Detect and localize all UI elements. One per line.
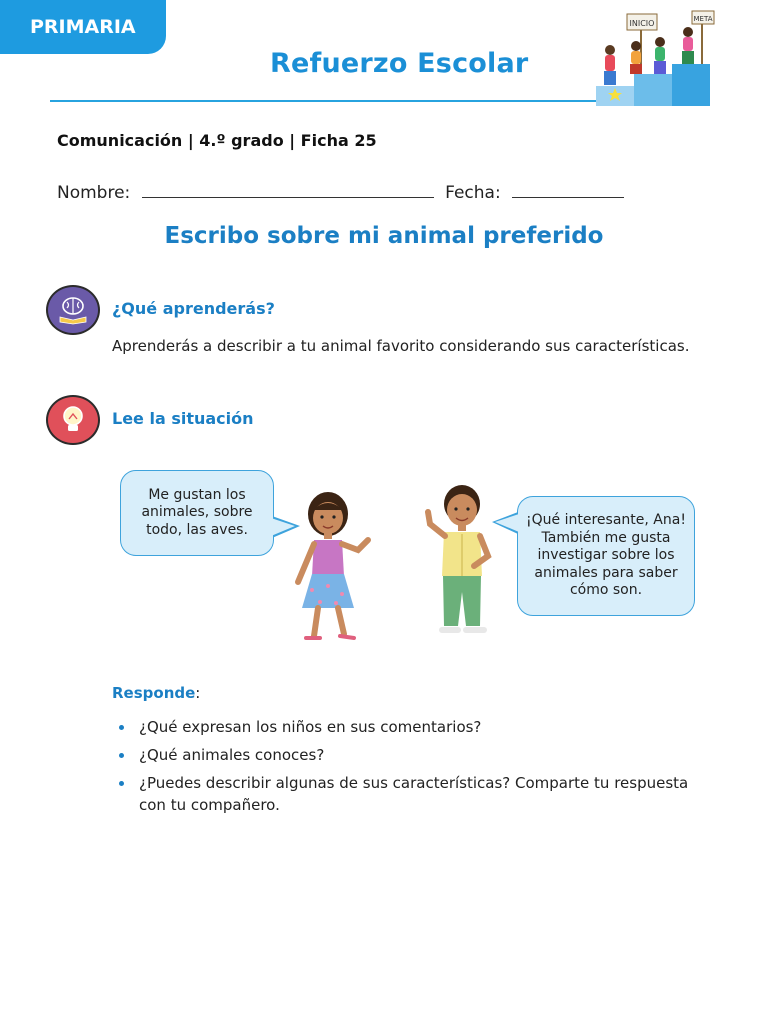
- podium-children-illustration: [596, 8, 716, 106]
- name-date-line: [57, 183, 624, 203]
- header-divider: [50, 100, 650, 102]
- brain-book-icon: [46, 285, 100, 335]
- date-label: Fecha:: [445, 183, 501, 203]
- learn-heading: ¿Qué aprenderás?: [112, 299, 275, 318]
- learn-text: Aprenderás a describir a tu animal favorito considerando sus características.: [112, 337, 690, 355]
- boy-speech-text: ¡Qué interesante, Ana! También me gusta investigar sobre los animales para saber cómo son.: [526, 512, 686, 599]
- inicio-sign-label: INICIO: [629, 19, 655, 28]
- girl-illustration: [288, 486, 378, 648]
- name-label: Nombre:: [57, 183, 131, 203]
- boy-illustration: [418, 480, 500, 648]
- subject-grade-line: Comunicación | 4.º grado | Ficha 25: [57, 131, 377, 150]
- ana-speech-bubble: [120, 470, 274, 556]
- name-field[interactable]: [142, 183, 434, 198]
- question-item: ¿Qué animales conoces?: [112, 744, 712, 766]
- ana-speech-text: Me gustan los animales, sobre todo, las aves.: [141, 486, 253, 538]
- date-field[interactable]: [512, 183, 624, 198]
- boy-speech-bubble: [517, 496, 695, 616]
- lightbulb-icon: [46, 395, 100, 445]
- document-title: Refuerzo Escolar: [270, 48, 529, 79]
- respond-label-colon: :: [195, 684, 201, 702]
- meta-sign-label: META: [693, 15, 713, 23]
- question-list: [112, 716, 712, 822]
- situation-heading: Lee la situación: [112, 409, 254, 428]
- respond-label-text: Responde: [112, 684, 196, 702]
- question-item: ¿Qué expresan los niños en sus comentarios?: [112, 716, 712, 738]
- primaria-badge: PRIMARIA: [0, 0, 166, 54]
- respond-label: [112, 684, 200, 702]
- question-item: ¿Puedes describir algunas de sus características? Comparte tu respuesta con tu compañero.: [112, 772, 712, 816]
- worksheet-title: Escribo sobre mi animal preferido: [164, 223, 604, 249]
